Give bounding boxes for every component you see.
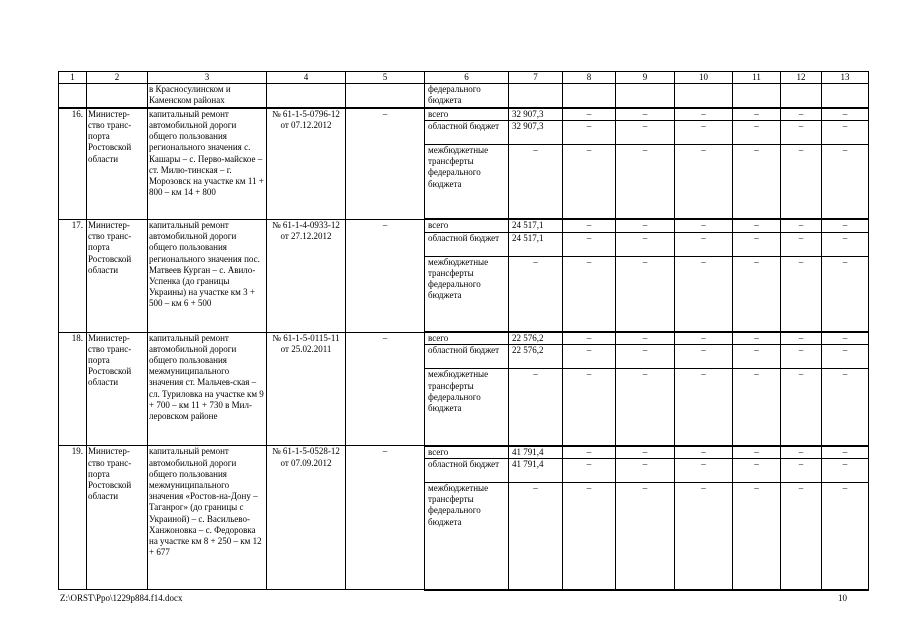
value-cell: – (733, 232, 781, 256)
source-cell: областной бюджет (425, 459, 509, 483)
value-cell: – (675, 369, 733, 446)
value-cell: – (781, 345, 822, 369)
value-cell: – (733, 369, 781, 446)
value-cell: – (563, 232, 616, 256)
column-number: 7 (509, 72, 563, 84)
object-cell: в Красносулинском и Каменском районах (148, 84, 267, 108)
value-cell: – (733, 120, 781, 144)
value-cell: – (733, 446, 781, 459)
value-cell: – (675, 332, 733, 345)
column-number: 1 (59, 72, 87, 84)
source-cell: областной бюджет (425, 345, 509, 369)
column-number: 8 (563, 72, 616, 84)
value-cell: – (563, 446, 616, 459)
value-cell: – (563, 256, 616, 332)
customer-cell: Министер-ство транс-порта Ростовской области (87, 332, 148, 446)
value-cell: – (616, 108, 675, 121)
contract-cell: № 61-1-5-0528-12 от 07.09.2012 (267, 446, 346, 590)
value-cell: – (616, 144, 675, 219)
value-cell: – (616, 345, 675, 369)
value-cell: – (822, 108, 869, 121)
column-number: 3 (148, 72, 267, 84)
source-cell: межбюджетные трансферты федерального бюджета (425, 256, 509, 332)
object-cell: капитальный ремонт автомобильной дороги общего пользования регионального значения с. Кашары – с. Перво-майское – ст. Милю-тинская – г. Морозовск на участке км 11 + 800 – км 14 + 800 (148, 108, 267, 220)
document-path: Z:\ORST\Ppo\1229p884.f14.docx (60, 593, 183, 603)
value-cell: – (822, 345, 869, 369)
amount-cell: 32 907,3 (509, 108, 563, 121)
column-number: 5 (346, 72, 425, 84)
amount-cell: 22 576,2 (509, 332, 563, 345)
amount-cell: – (509, 144, 563, 219)
amount-cell: – (509, 256, 563, 332)
value-cell: – (822, 369, 869, 446)
value-cell: – (781, 108, 822, 121)
value-cell: – (563, 120, 616, 144)
source-cell: всего (425, 332, 509, 345)
column5-cell: – (346, 332, 425, 446)
amount-cell: 41 791,4 (509, 459, 563, 483)
value-cell: – (616, 232, 675, 256)
column-number: 4 (267, 72, 346, 84)
value-cell: – (675, 232, 733, 256)
value-cell: – (616, 120, 675, 144)
value-cell: – (616, 369, 675, 446)
value-cell: – (675, 219, 733, 232)
value-cell: – (781, 232, 822, 256)
value-cell: – (675, 483, 733, 590)
value-cell: – (822, 144, 869, 219)
column-number: 9 (616, 72, 675, 84)
object-cell: капитальный ремонт автомобильной дороги общего пользования межмуниципального значения «Ростов-на-Дону – Таганрог» (до границы с Украиной) – с. Васильево-Ханжоновка – с. Федоровка на участке км 8 + 250 – км 12 + 677 (148, 446, 267, 590)
continuation-row (59, 84, 869, 108)
value-cell: – (675, 446, 733, 459)
row-number: 18. (59, 332, 87, 446)
value-cell: – (616, 256, 675, 332)
value-cell: – (781, 369, 822, 446)
row-number: 19. (59, 446, 87, 590)
source-cell: межбюджетные трансферты федерального бюджета (425, 483, 509, 590)
object-cell: капитальный ремонт автомобильной дороги общего пользования межмуниципального значения ст. Мальчев-ская – сл. Туриловка на участке км 9 + 700 – км 11 + 730 в Мил-леровском районе (148, 332, 267, 446)
table-row (59, 446, 869, 459)
value-cell: – (563, 459, 616, 483)
source-cell: всего (425, 108, 509, 121)
value-cell: – (781, 144, 822, 219)
table-row (59, 108, 869, 121)
value-cell: – (675, 345, 733, 369)
row-number: 17. (59, 219, 87, 332)
value-cell: – (822, 483, 869, 590)
value-cell: – (675, 144, 733, 219)
source-cell: всего (425, 219, 509, 232)
value-cell: – (675, 120, 733, 144)
value-cell: – (563, 345, 616, 369)
value-cell: – (781, 219, 822, 232)
column-number: 2 (87, 72, 148, 84)
source-cell: межбюджетные трансферты федерального бюджета (425, 369, 509, 446)
column-number: 12 (781, 72, 822, 84)
value-cell: – (563, 108, 616, 121)
value-cell: – (733, 144, 781, 219)
amount-cell: 24 517,1 (509, 232, 563, 256)
column5-cell: – (346, 446, 425, 590)
value-cell: – (822, 332, 869, 345)
column-number: 10 (675, 72, 733, 84)
value-cell: – (563, 144, 616, 219)
object-cell: капитальный ремонт автомобильной дороги общего пользования регионального значения пос. Матвеев Курган – с. Авило-Успенка (до границы Украины) на участке км 3 + 500 – км 6 + 500 (148, 219, 267, 332)
table-row (59, 219, 869, 232)
value-cell: – (616, 459, 675, 483)
column5-cell: – (346, 219, 425, 332)
source-cell: областной бюджет (425, 120, 509, 144)
amount-cell: – (509, 483, 563, 590)
column-number: 13 (822, 72, 869, 84)
source-cell: федерального бюджета (425, 84, 509, 108)
value-cell: – (733, 256, 781, 332)
source-cell: областной бюджет (425, 232, 509, 256)
customer-cell: Министер-ство транс-порта Ростовской области (87, 446, 148, 590)
value-cell: – (675, 256, 733, 332)
amount-cell: 24 517,1 (509, 219, 563, 232)
value-cell: – (822, 219, 869, 232)
column-number: 11 (733, 72, 781, 84)
value-cell: – (616, 219, 675, 232)
value-cell: – (733, 483, 781, 590)
contract-cell: № 61-1-4-0933-12 от 27.12.2012 (267, 219, 346, 332)
value-cell: – (781, 332, 822, 345)
value-cell: – (733, 459, 781, 483)
value-cell: – (781, 120, 822, 144)
contract-cell: № 61-1-5-0796-12 от 07.12.2012 (267, 108, 346, 220)
value-cell: – (822, 256, 869, 332)
column-number: 6 (425, 72, 509, 84)
value-cell: – (616, 446, 675, 459)
customer-cell: Министер-ство транс-порта Ростовской области (87, 108, 148, 220)
value-cell: – (822, 120, 869, 144)
value-cell: – (733, 219, 781, 232)
value-cell: – (675, 108, 733, 121)
amount-cell: 32 907,3 (509, 120, 563, 144)
value-cell: – (616, 483, 675, 590)
column5-cell: – (346, 108, 425, 220)
value-cell: – (733, 108, 781, 121)
value-cell: – (563, 332, 616, 345)
value-cell: – (822, 446, 869, 459)
value-cell: – (563, 219, 616, 232)
table-row (59, 332, 869, 345)
value-cell: – (822, 232, 869, 256)
value-cell: – (781, 446, 822, 459)
value-cell: – (781, 459, 822, 483)
amount-cell: – (509, 369, 563, 446)
amount-cell: 22 576,2 (509, 345, 563, 369)
amount-cell: 41 791,4 (509, 446, 563, 459)
value-cell: – (563, 483, 616, 590)
value-cell: – (675, 459, 733, 483)
contract-cell: № 61-1-5-0115-11 от 25.02.2011 (267, 332, 346, 446)
value-cell: – (781, 256, 822, 332)
value-cell: – (563, 369, 616, 446)
funding-table (58, 71, 869, 591)
column-number-row (59, 72, 869, 84)
source-cell: всего (425, 446, 509, 459)
customer-cell: Министер-ство транс-порта Ростовской области (87, 219, 148, 332)
value-cell: – (822, 459, 869, 483)
page-number: 10 (838, 593, 847, 603)
source-cell: межбюджетные трансферты федерального бюджета (425, 144, 509, 219)
value-cell: – (616, 332, 675, 345)
value-cell: – (733, 345, 781, 369)
value-cell: – (781, 483, 822, 590)
row-number: 16. (59, 108, 87, 220)
value-cell: – (733, 332, 781, 345)
